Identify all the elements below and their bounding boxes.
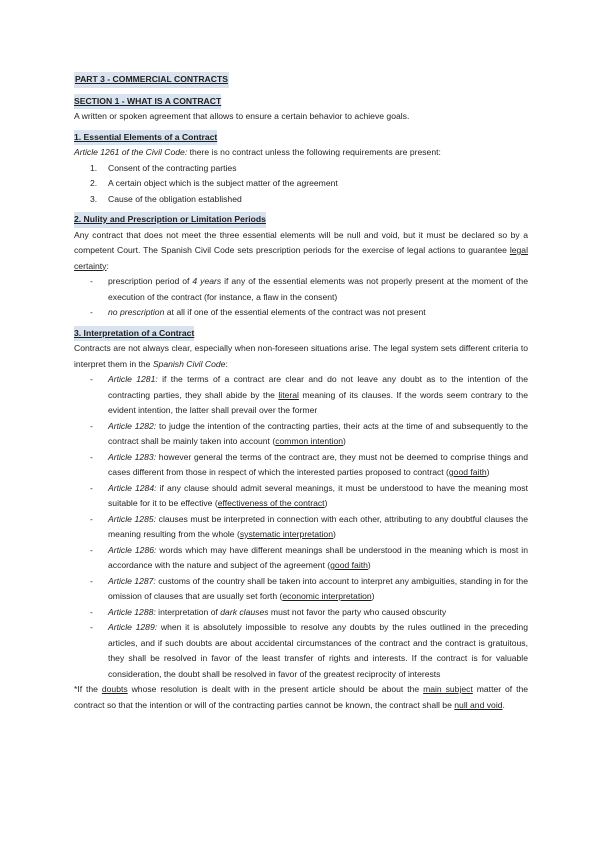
article-text: must not favor the party who caused obscurity <box>268 606 447 617</box>
legal-certainty-term: legal certainty <box>74 245 528 271</box>
article-ref: Article 1287: <box>108 575 156 586</box>
article-ref: Article 1285: <box>108 513 157 524</box>
interp-colon: : <box>225 358 228 369</box>
nullity-title: 2. Nulity and Prescription or Limitation Periods <box>74 212 266 228</box>
article-ref: Article 1281: <box>108 374 158 384</box>
interp-code: Spanish Civil Code <box>152 358 226 369</box>
essential-title: 1. Essential Elements of a Contract <box>74 130 217 146</box>
article-text: words which may have different meanings shall be understood in the meaning which is most in accordance with the nature and subject of the agreement ( <box>108 544 528 570</box>
nullity-text: Any contract that does not meet the three essential elements will be null and void, but it must be declared so by a competent Court. The Spanish Civil Code sets prescription periods for the exercise of legal actions to guarantee <box>74 229 528 255</box>
article-term: effectiveness of the contract <box>217 498 325 508</box>
dash-marker: - <box>90 451 93 462</box>
article-ref: Article 1288: <box>108 606 156 617</box>
footnote-text: . <box>502 699 505 710</box>
article-text: to judge the intention of the contracting parties, their acts at the time of and subsequently to the contract shall be mainly taken into account ( <box>108 420 528 446</box>
list-marker: 3. <box>90 193 98 204</box>
article-1283 <box>74 450 528 481</box>
item-italic: 4 years <box>192 276 222 286</box>
article-text: interpretation of <box>155 606 221 617</box>
article-term: literal <box>278 389 299 400</box>
part-heading <box>74 72 528 88</box>
article-text: however general the terms of the contract are, they must not be deemed to comprise things and cases different from those in respect of which the interested parties proposed to contract ( <box>108 451 528 477</box>
nullity-list <box>74 274 528 321</box>
article-1282 <box>74 419 528 450</box>
article-ref: Article 1289: <box>108 622 158 632</box>
dash-marker: - <box>90 622 93 632</box>
article-term: common intention <box>275 436 344 446</box>
dash-marker: - <box>90 513 93 524</box>
list-item <box>74 274 528 305</box>
article-1288 <box>74 605 528 621</box>
nullity-paragraph <box>74 228 528 275</box>
article-italic-term: dark clauses <box>220 606 269 617</box>
footnote-term: main subject <box>423 684 473 694</box>
footnote-text: matter of the contract so that the intention or will of the contracting parties cannot be known, the contract shall be <box>74 684 529 710</box>
item-text: if any of the essential elements was not properly present at the moment of the execution of the contract (for instance, a flaw in the consent) <box>108 276 528 302</box>
essential-lead-text: there is no contract unless the following requirements are present: <box>187 147 441 157</box>
dash-marker: - <box>90 374 93 384</box>
dash-marker: - <box>90 307 93 317</box>
list-item <box>74 192 528 208</box>
list-item-text: A certain object which is the subject matter of the agreement <box>108 178 338 188</box>
dash-marker: - <box>90 606 93 617</box>
article-ref: Article 1283: <box>108 451 157 462</box>
footnote-text: *If the <box>74 684 102 694</box>
article-text: ) <box>324 498 328 508</box>
list-marker: 2. <box>90 178 98 188</box>
section1-title: SECTION 1 - WHAT IS A CONTRACT <box>74 94 221 110</box>
article-ref: Article 1282: <box>108 420 157 431</box>
essential-lead-article: Article 1261 of the Civil Code: <box>74 147 188 157</box>
article-1284 <box>74 481 528 512</box>
interp-paragraph <box>74 341 528 372</box>
article-ref: Article 1284: <box>108 482 157 493</box>
footnote-term: null and void <box>454 699 503 710</box>
dash-marker: - <box>90 575 93 586</box>
article-1287 <box>74 574 528 605</box>
essential-list <box>74 161 528 208</box>
article-text: meaning of its clauses. If the words seem contrary to the evident intention, the latter shall prevail over the former <box>108 389 528 415</box>
essential-lead <box>74 145 528 161</box>
dash-marker: - <box>90 420 93 431</box>
article-term: good faith <box>448 467 487 477</box>
articles-list <box>74 372 528 682</box>
article-text: if the terms of a contract are clear and do not leave any doubt as to the intention of the contracting parties, they shall abide by the <box>108 374 528 400</box>
interp-heading <box>74 321 528 342</box>
article-text: when it is absolutely impossible to resolve any doubts by the rules outlined in the preceding articles, and if such doubts are about accidental circumstances of the contract and the contract is gratuitous, they shall be resolved in favor of the least transfer of rights and interests. If the contract is for valuable consideration, the doubt shall be resolved in favor of the greatest reciprocity of interests <box>108 622 528 679</box>
item-italic: no prescription <box>108 307 165 317</box>
essential-heading <box>74 125 528 146</box>
dash-marker: - <box>90 276 93 286</box>
nullity-colon: : <box>106 260 109 271</box>
dash-marker: - <box>90 544 93 555</box>
document-page <box>74 72 528 713</box>
list-item <box>74 161 528 177</box>
item-text: prescription period of <box>108 276 193 286</box>
section1-intro: A written or spoken agreement that allows to ensure a certain behavior to achieve goals. <box>74 111 410 121</box>
dash-marker: - <box>90 482 93 493</box>
list-item-text: Cause of the obligation established <box>108 193 242 204</box>
article-text: ) <box>486 467 490 477</box>
article-text: clauses must be interpreted in connection with each other, attributing to any doubtful clauses the meaning resulting from the whole ( <box>108 513 528 539</box>
article-term: good faith <box>330 560 368 570</box>
footnote <box>74 682 528 713</box>
article-1281 <box>74 372 528 419</box>
article-text: ) <box>371 591 375 601</box>
nullity-heading <box>74 207 528 228</box>
article-text: if any clause should admit several meanings, it must be understood to have the meaning most suitable for it to be effective ( <box>108 482 528 508</box>
item-text: at all if one of the essential elements of the contract was not present <box>164 307 426 317</box>
list-item <box>74 305 528 321</box>
list-item <box>74 176 528 192</box>
list-item-text: Consent of the contracting parties <box>108 162 237 173</box>
footnote-text: whose resolution is dealt with in the present article should be about the <box>127 684 424 694</box>
article-1285 <box>74 512 528 543</box>
interp-title: 3. Interpretation of a Contract <box>74 326 194 342</box>
article-1289 <box>74 620 528 682</box>
list-marker: 1. <box>90 162 98 173</box>
footnote-term: doubts <box>101 684 128 694</box>
article-text: ) <box>367 560 371 570</box>
section1-heading <box>74 88 528 110</box>
article-1286 <box>74 543 528 574</box>
article-text: ) <box>332 529 336 539</box>
article-ref: Article 1286: <box>108 544 157 555</box>
article-term: systematic interpretation <box>239 529 333 539</box>
article-term: economic interpretation <box>282 591 372 601</box>
article-text: customs of the country shall be taken into account to interpret any ambiguities, standing in for the omission of clauses that are usually set forth ( <box>108 575 528 601</box>
interp-text: Contracts are not always clear, especially when non-foreseen situations arise. The legal system sets different criteria to interpret them in the <box>74 343 528 369</box>
part-title: PART 3 - COMMERCIAL CONTRACTS <box>74 72 229 88</box>
article-text: ) <box>343 436 346 446</box>
